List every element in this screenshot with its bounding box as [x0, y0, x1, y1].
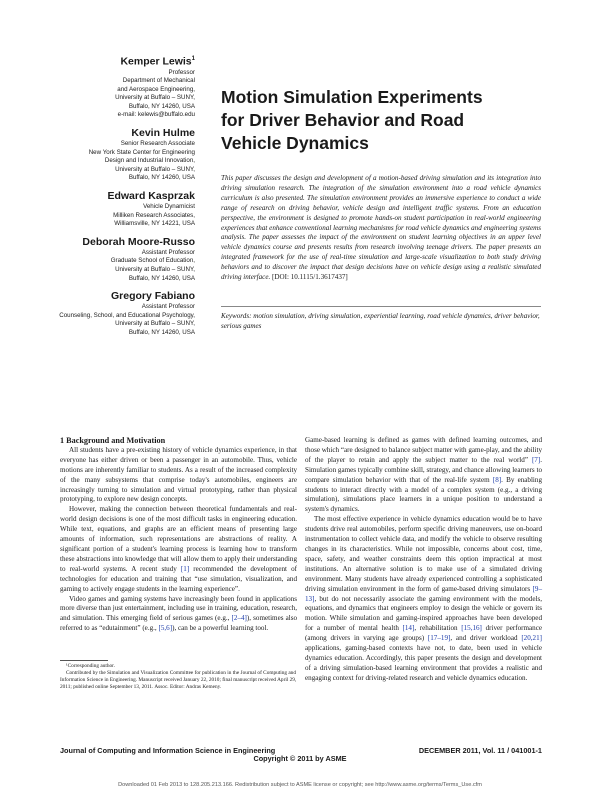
issue-info: DECEMBER 2011, Vol. 11 / 041001-1 [418, 746, 542, 755]
download-notice: Downloaded 01 Feb 2013 to 128.205.213.166. Redistribution subject to ASME license or copyright; see http://www.asme.org/terms/Terms_Use.cfm [118, 782, 482, 788]
citation-link[interactable]: [14] [402, 624, 415, 633]
corresponding-marker: 1 [191, 56, 195, 62]
citation-link[interactable]: [7] [531, 455, 541, 464]
author-name: Edward Kasprzak [107, 190, 195, 203]
author-name: Deborah Moore-Russo [82, 235, 195, 248]
author-name: Kevin Hulme [131, 127, 195, 140]
footnote: ¹Corresponding author. [66, 663, 115, 669]
author-list [55, 52, 195, 344]
doi-link[interactable]: [DOI: 10.1115/1.3617437] [272, 273, 348, 282]
paragraph: Video games and gaming systems have increasingly been found in applications more diverse than just entertainment, including use in training, education, research, and simulation. This emerging field of serious games (e.g., [2–4]), sometimes also referred to as “edutainment” (e.g., [5,6]), can be a powerful learning tool. [60, 594, 298, 633]
keywords-divider [221, 306, 541, 307]
citation-link[interactable]: [8] [492, 475, 502, 484]
author-block [55, 126, 195, 183]
citation-link[interactable]: [2–4] [231, 614, 247, 623]
citation-link[interactable]: [9–13] [305, 584, 542, 603]
paragraph: The most effective experience in vehicle dynamics education would be to have students drive real automobiles, perform specific driving maneuvers, use on-board instrumentation to collect vehicle data, and modify the vehicle to observe resulting changes in its characteristics. While not impossible, concerns about cost, time, space, safety, and weather constraints deem this option impractical at most institutions. An alternative solution is to make use of a simulated driving environment. Many students have already experienced controlling a sophisticated driving simulation environment in the form of game-based driving simulators [9–13], but do not necessarily associate the gaming environment with the models, equations, and dynamics that engineers employ to design the vehicle or govern its motion. While simulation and gaming-inspired approaches have been developed for a number of mental health [14], rehabilitation [15,16] driver performance (among drivers in varying age groups) [17–19], and driver workload [20,21] applications, gaming-based contexts have not, to date, been used in vehicle dynamics education. Accordingly, this paper presents the design and development of a driving simulation-based learning environment that provides a realistic and engaging context for driving-related research and vehicle dynamics education. [305, 515, 542, 682]
author-name: Kemper Lewis [120, 55, 192, 68]
citation-link[interactable]: [15,16] [461, 624, 482, 633]
keywords: Keywords: motion simulation, driving simulation, experiential learning, road vehicle dynamics, driver behavior, serious games [221, 312, 540, 330]
body-column-left [60, 436, 297, 634]
footnote-divider [60, 660, 108, 661]
author-block [55, 52, 195, 120]
citation-link[interactable]: [1] [180, 564, 190, 573]
author-block [55, 235, 195, 283]
footnote: Contributed by the Simulation and Visualization Committee for publication in the Journal of Computing and Information Science in Engineering. Manuscript received January 22, 2010; final manuscript received April 29, 2011; published online September 13, 2011. Assoc. Editor: Andras Kemeny. [60, 670, 297, 691]
author-block [55, 189, 195, 229]
section-heading: 1 Background and Motivation [60, 436, 166, 445]
paragraph: Game-based learning is defined as games with defined learning outcomes, and those which “are designed to balance subject matter with game-play, and the ability of the player to retain and apply the subject matter to the real world” [7]. Simulation games typically combine skill, strategy, and chance allowing learners to compare simulation behavior with that of the real-life system [8]. By enabling students to interact directly with a model of a complex system (e.g., a driving simulation), simulations place learners in a unique position to understand a system's dynamics. [305, 436, 542, 514]
body-column-right [305, 436, 542, 684]
author-affiliation: Vehicle Dynamicist Milliken Research Associates, Williamsville, NY 14221, USA [113, 203, 195, 228]
author-affiliation: Assistant Professor Graduate School of Education, University at Buffalo – SUNY, Buffalo, NY 14260, USA [110, 248, 195, 282]
footnotes [60, 663, 297, 691]
citation-link[interactable]: [17–19] [427, 634, 451, 643]
author-affiliation: Assistant Professor Counseling, School, and Educational Psychology, University at Buffalo – SUNY, Buffalo, NY 14260, USA [59, 303, 195, 336]
paragraph: However, making the connection between theoretical fundamentals and real-world design decisions is one of the most difficult tasks in engineering education. While text, equations, and graphs are an efficient means of presenting large amounts of information, such representations are abstractions of reality. A significant portion of a student's learning process is learning how to transform these abstractions into knowledge that will allow them to apply their understanding to real-world systems. A recent study [1] recommended the development of technologies for education and training that “use simulation, visualization, and gaming to actively engage students in the learning experience”. [60, 505, 297, 593]
journal-name: Journal of Computing and Information Science in Engineering [60, 746, 276, 755]
abstract-text: This paper discusses the design and development of a motion-based driving simulation and its integration into driving simulation research. The integration of the simulation environment into a road vehicle dynamics curriculum is also presented. The simulation environment provides an immersive experience to conduct a wide range of research on driving behavior, vehicle design and intelligent traffic systems. From an education perspective, the environment is designed to promote hands-on student participation in real-world engineering experiences that enhance conventional learning mechanisms for road vehicle dynamics and engineering systems analysis. The paper assesses the impact of the environment on student learning objectives in an upper level vehicle dynamics course and presents results from research involving teenage drivers. The paper presents an integrated framework for the use of real-time simulation and large-scale visualization to both study driving behaviors and to discover the impact that design decisions have on vehicle design using a realistic simulated driving interface. [221, 174, 541, 282]
citation-link[interactable]: [5,6] [158, 624, 173, 633]
citation-link[interactable]: [20,21] [521, 634, 542, 643]
author-affiliation: Senior Research Associate New York State Center for Engineering Design and Industrial Innovation, University at Buffalo – SUNY, Buffalo, NY 14260, USA [88, 140, 195, 182]
copyright-line: Copyright © 2011 by ASME [253, 754, 347, 763]
author-affiliation: Professor Department of Mechanical and Aerospace Engineering, University at Buffalo – SUNY, Buffalo, NY 14260, USA e-mail: kelewis@buffalo.edu [115, 68, 195, 119]
abstract [221, 174, 541, 283]
author-block [55, 289, 195, 337]
paper-title: Motion Simulation Experiments for Driver Behavior and Road Vehicle Dynamics [221, 87, 483, 153]
author-name: Gregory Fabiano [110, 290, 195, 303]
paragraph: All students have a pre-existing history of vehicle dynamics experience, in that everyone has either driven or been a passenger in an automobile. Thus, vehicle motions are inherently familiar to students. As a result of the increased complexity of the many subsystems that comprise today's automobiles, engineers are increasingly turning to simulation and virtual prototyping, rather than physical prototyping, to explore new design concepts. [60, 445, 297, 504]
